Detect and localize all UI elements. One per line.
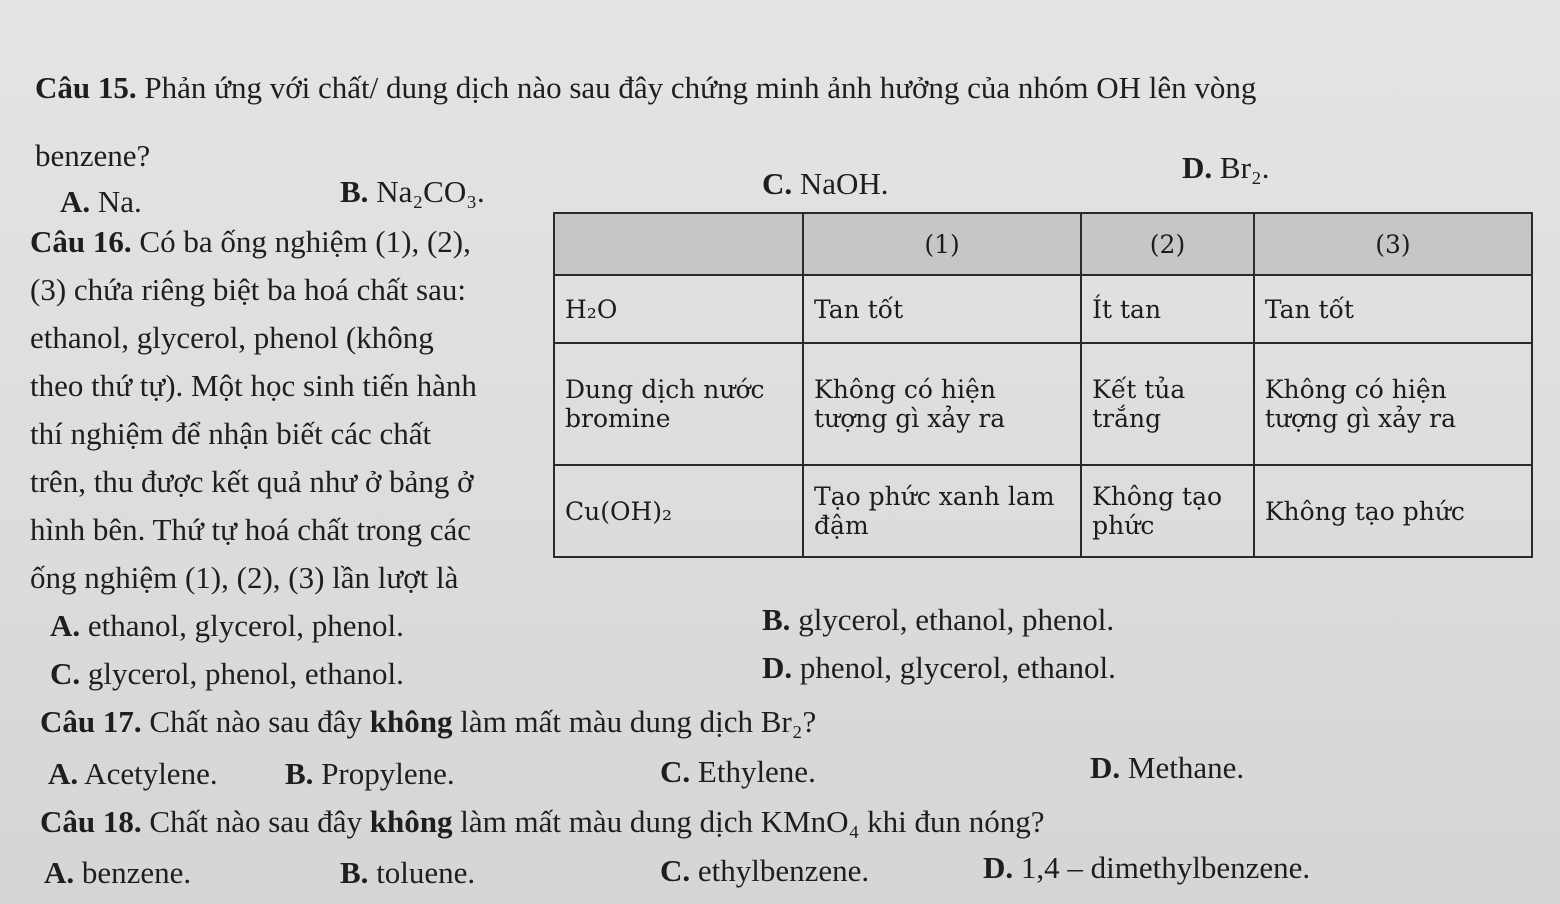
table-header-tube-3: (3) bbox=[1254, 213, 1532, 275]
option-letter: D. bbox=[983, 850, 1014, 885]
q18-label: Câu 18. bbox=[40, 804, 142, 839]
result-cell: Ít tan bbox=[1081, 275, 1254, 343]
result-cell: Tan tốt bbox=[803, 275, 1081, 343]
q17-text-after: làm mất màu dung dịch Br₂? bbox=[452, 704, 817, 739]
q17-option-a bbox=[48, 756, 218, 792]
option-letter: D. bbox=[1182, 150, 1213, 185]
result-cell: Không có hiện tượng gì xảy ra bbox=[803, 343, 1081, 465]
option-text: benzene. bbox=[74, 855, 192, 890]
result-cell: Không tạo phức bbox=[1254, 465, 1532, 557]
table-row bbox=[554, 343, 1532, 465]
option-text: Methane. bbox=[1120, 750, 1245, 785]
option-letter: B. bbox=[340, 855, 369, 890]
q16-option-a bbox=[50, 608, 404, 644]
q16-stem-line5: thí nghiệm để nhận biết các chất bbox=[30, 416, 432, 451]
option-text: Acetylene. bbox=[78, 756, 218, 791]
q18-emphasis: không bbox=[369, 804, 453, 839]
option-text: Ethylene. bbox=[690, 754, 816, 789]
table-row bbox=[554, 275, 1532, 343]
result-cell: Không tạo phức bbox=[1081, 465, 1254, 557]
result-cell: Không có hiện tượng gì xảy ra bbox=[1254, 343, 1532, 465]
option-letter: D. bbox=[1090, 750, 1121, 785]
option-text: phenol, glycerol, ethanol. bbox=[792, 650, 1116, 685]
option-letter: A. bbox=[44, 855, 75, 890]
q18-option-d bbox=[983, 850, 1310, 886]
q16-text: Có ba ống nghiệm (1), (2), bbox=[131, 224, 471, 259]
option-text: 1,4 – dimethylbenzene. bbox=[1013, 850, 1311, 885]
q15-option-d bbox=[1182, 150, 1269, 186]
q15-stem-line1 bbox=[35, 70, 1256, 106]
option-text: NaOH. bbox=[792, 166, 889, 201]
option-text: Na. bbox=[90, 184, 142, 219]
q16-stem-line1 bbox=[30, 224, 471, 260]
q18-option-c bbox=[660, 853, 869, 889]
option-text: Propylene. bbox=[313, 756, 455, 791]
q16-stem-line8: ống nghiệm (1), (2), (3) lần lượt là bbox=[30, 560, 459, 595]
option-letter: A. bbox=[50, 608, 81, 643]
q16-option-c bbox=[50, 656, 404, 692]
table-header-row bbox=[554, 213, 1532, 275]
q15-option-b bbox=[340, 174, 485, 210]
option-letter: C. bbox=[660, 754, 691, 789]
table-row bbox=[554, 465, 1532, 557]
reagent-cell: Cu(OH)₂ bbox=[554, 465, 803, 557]
option-text: Br₂. bbox=[1212, 150, 1270, 185]
q16-option-d bbox=[762, 650, 1116, 686]
q17-text-before: Chất nào sau đây bbox=[141, 704, 370, 739]
q16-stem-line2: (3) chứa riêng biệt ba hoá chất sau: bbox=[30, 272, 466, 307]
q16-stem-line3: ethanol, glycerol, phenol (không bbox=[30, 320, 434, 355]
option-text: toluene. bbox=[368, 855, 476, 890]
q15-label: Câu 15. bbox=[35, 70, 137, 105]
q17-option-d bbox=[1090, 750, 1244, 786]
option-letter: B. bbox=[340, 174, 369, 209]
option-letter: C. bbox=[660, 853, 691, 888]
option-text: Na₂CO₃. bbox=[368, 174, 485, 209]
q16-option-b bbox=[762, 602, 1114, 638]
option-letter: D. bbox=[762, 650, 793, 685]
q15-option-a bbox=[60, 184, 142, 220]
option-letter: C. bbox=[762, 166, 793, 201]
q16-results-table bbox=[553, 212, 1533, 558]
q16-stem-line4: theo thứ tự). Một học sinh tiến hành bbox=[30, 368, 477, 403]
q17-option-b bbox=[285, 756, 455, 792]
result-cell: Tan tốt bbox=[1254, 275, 1532, 343]
q18-text-after: làm mất màu dung dịch KMnO₄ khi đun nóng? bbox=[452, 804, 1045, 839]
reagent-cell: H₂O bbox=[554, 275, 803, 343]
table-header-tube-2: (2) bbox=[1081, 213, 1254, 275]
result-cell: Tạo phức xanh lam đậm bbox=[803, 465, 1081, 557]
q18-option-b bbox=[340, 855, 475, 891]
option-letter: A. bbox=[48, 756, 79, 791]
q18-option-a bbox=[44, 855, 191, 891]
q18-text-before: Chất nào sau đây bbox=[141, 804, 370, 839]
q18-stem bbox=[40, 804, 1045, 840]
q17-stem bbox=[40, 704, 816, 740]
option-letter: A. bbox=[60, 184, 91, 219]
reagent-cell: Dung dịch nước bromine bbox=[554, 343, 803, 465]
option-text: glycerol, ethanol, phenol. bbox=[790, 602, 1115, 637]
q16-stem-line6: trên, thu được kết quả như ở bảng ở bbox=[30, 464, 474, 499]
option-text: ethanol, glycerol, phenol. bbox=[80, 608, 404, 643]
q17-emphasis: không bbox=[369, 704, 453, 739]
option-text: ethylbenzene. bbox=[690, 853, 870, 888]
option-letter: B. bbox=[762, 602, 791, 637]
q17-option-c bbox=[660, 754, 816, 790]
table-header-tube-1: (1) bbox=[803, 213, 1081, 275]
table-header-blank bbox=[554, 213, 803, 275]
option-letter: B. bbox=[285, 756, 314, 791]
result-cell: Kết tủa trắng bbox=[1081, 343, 1254, 465]
q15-text-line1: Phản ứng với chất/ dung dịch nào sau đây chứng minh ảnh hưởng của nhóm OH lên vòng bbox=[136, 70, 1257, 105]
q16-stem-line7: hình bên. Thứ tự hoá chất trong các bbox=[30, 512, 472, 547]
q15-text-line2: benzene? bbox=[35, 138, 151, 173]
q16-label: Câu 16. bbox=[30, 224, 132, 259]
q15-option-c bbox=[762, 166, 889, 202]
q17-label: Câu 17. bbox=[40, 704, 142, 739]
option-letter: C. bbox=[50, 656, 81, 691]
option-text: glycerol, phenol, ethanol. bbox=[80, 656, 404, 691]
